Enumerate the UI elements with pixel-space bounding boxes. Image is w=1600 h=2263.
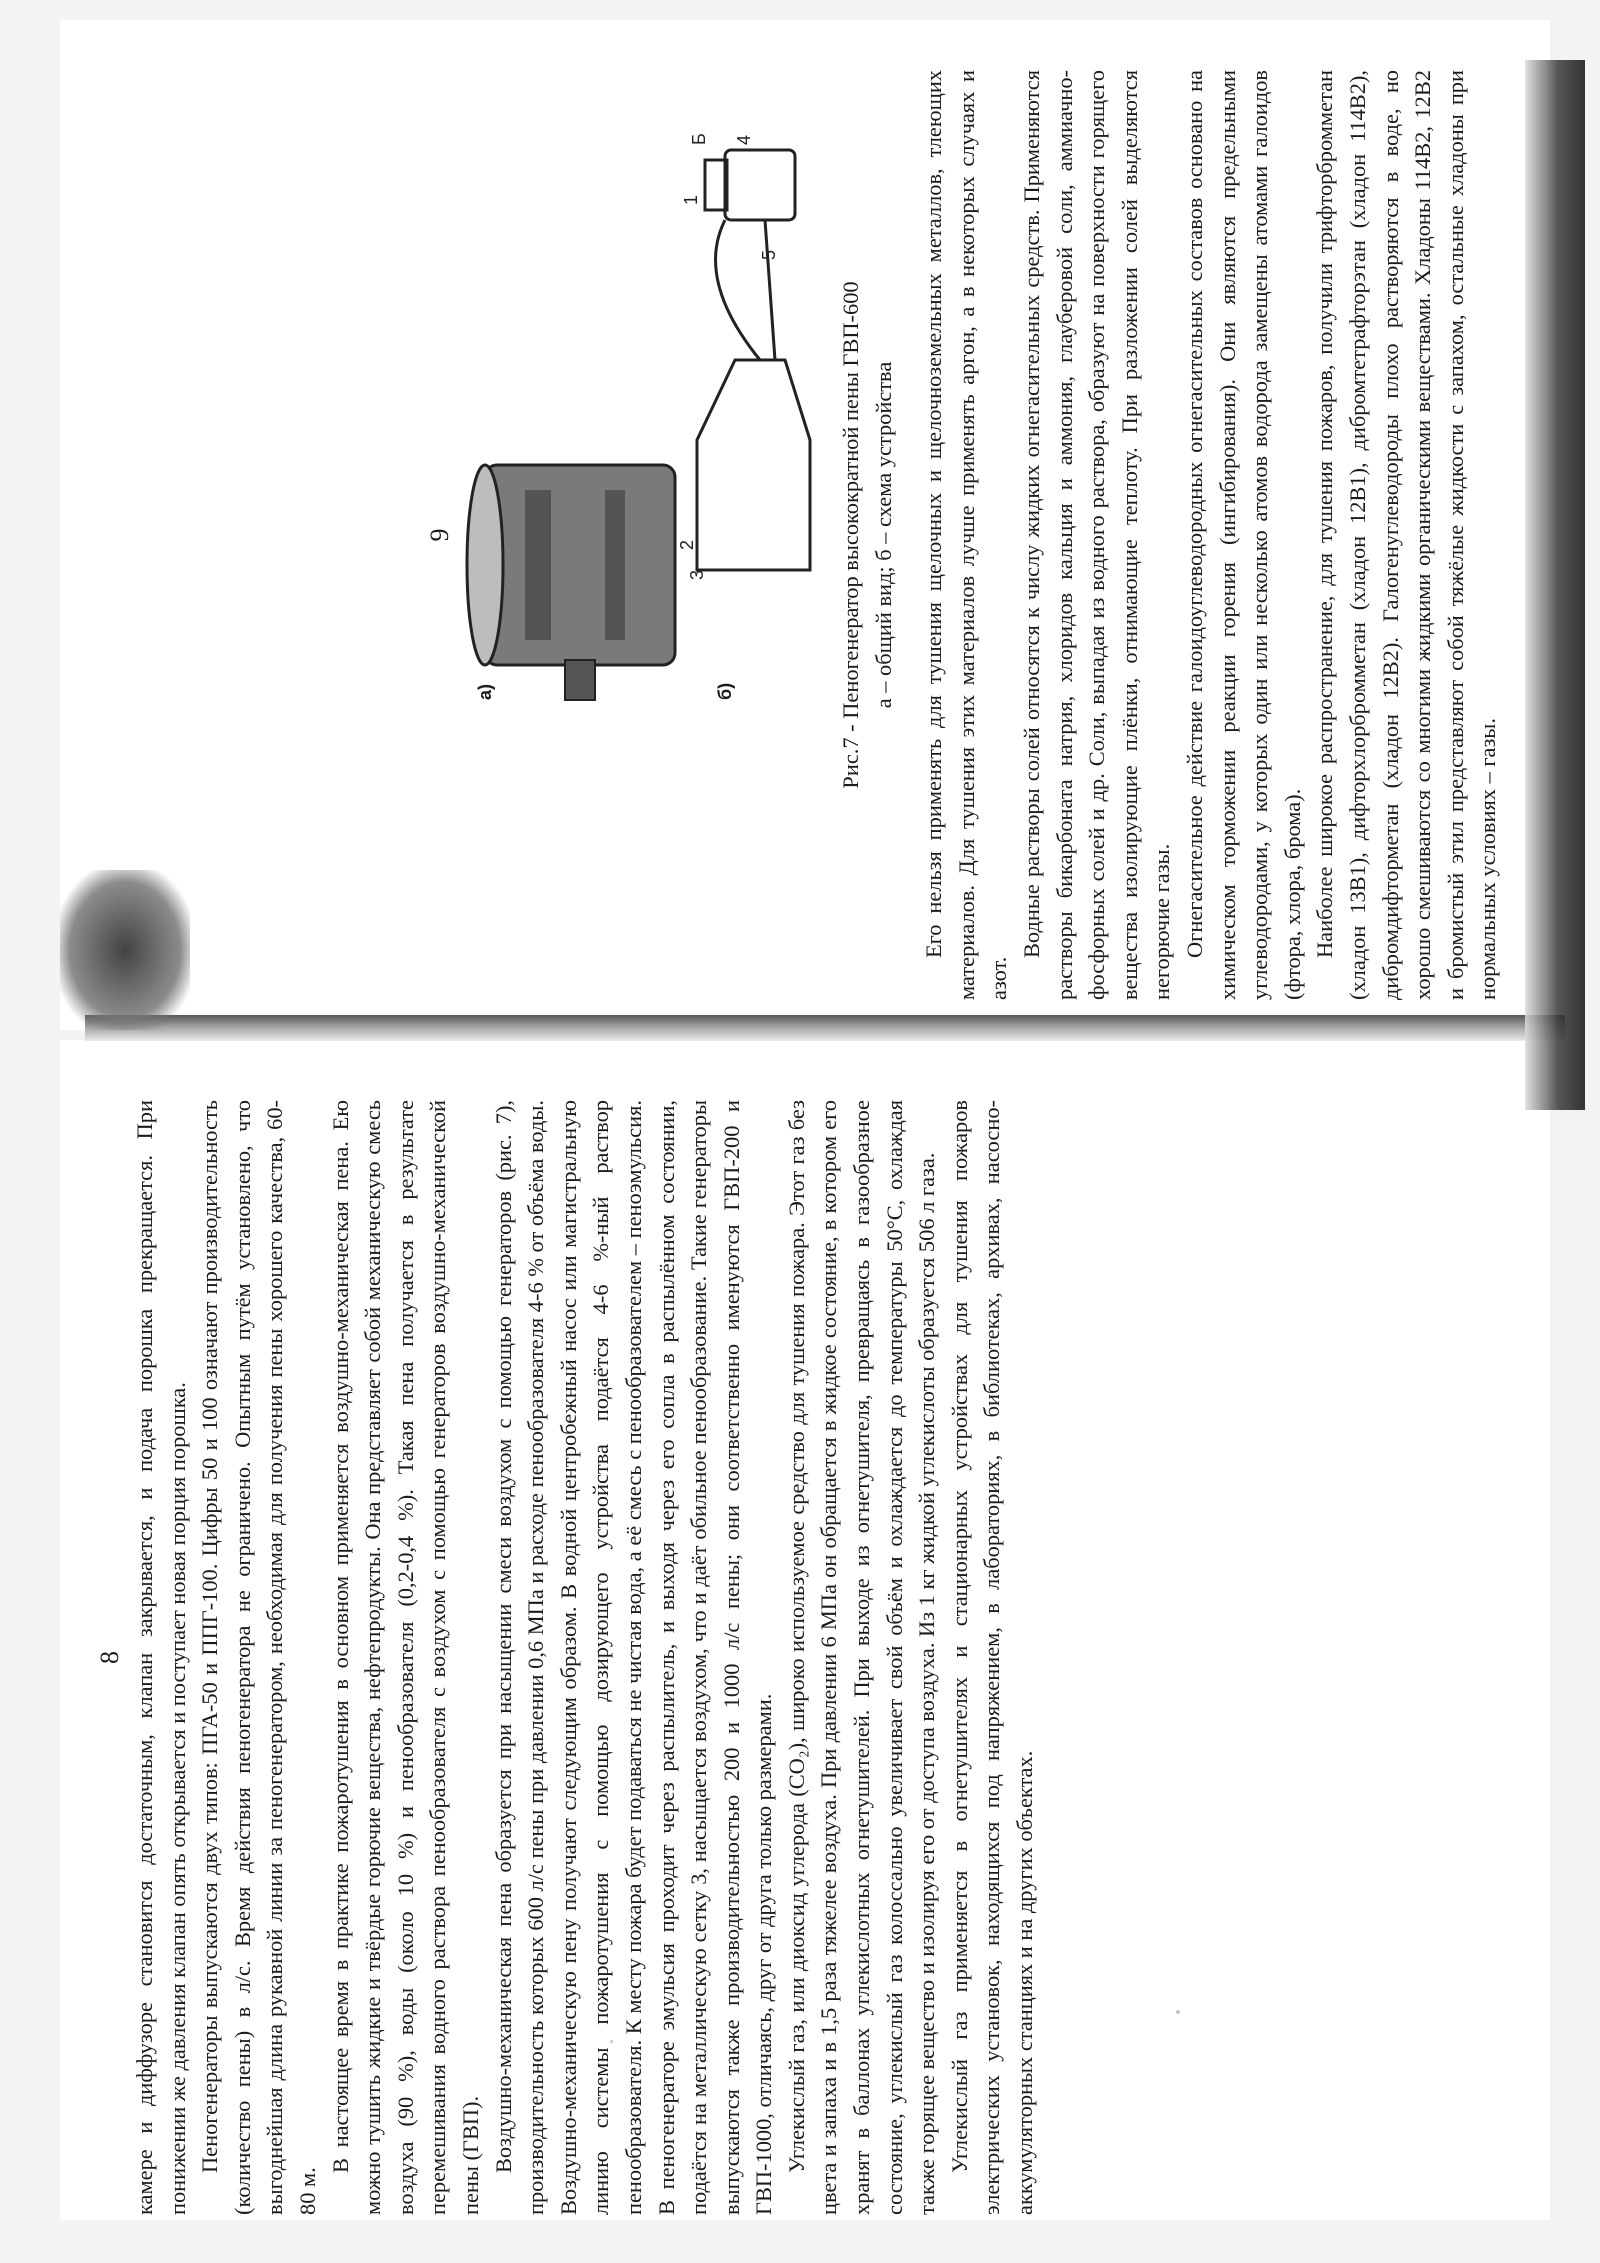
callout-3: 3 xyxy=(687,569,707,580)
paragraph: Водные растворы солей относятся к числу жидких огнегасительных средств. Применяются растворы бикарбоната натрия, хлоридов кальция и аммония, глауберовой соли, аммиачно-фосфорных солей и др. Соли, выпадая из водного раствора, образуют на поверхности горящего вещества изолирующие плёнки, отнимающие теплоту. При разложении солей выделяются негорючие газы. xyxy=(1018,70,1175,1000)
general-view-drawing xyxy=(467,465,675,700)
figure-caption-sub: а – общий вид; б – схема устройства xyxy=(870,361,896,709)
scheme-drawing xyxy=(697,150,810,570)
callout-4: 4 xyxy=(734,134,754,145)
figure-caption: Рис.7 - Пеногенератор высокократной пены ГВП-600 xyxy=(838,281,863,789)
figure-label-b: б) xyxy=(715,682,735,700)
right-page xyxy=(425,70,1501,1000)
scan-left-edge xyxy=(60,870,190,1030)
paragraph: Огнегасительное действие галоидоуглеводородных огнегасительных составов основано на химическом торможении реакции горения (ингибирования). Они являются предельными углеводородами, у которых один или несколько атомов водорода замещены атомами галоидов (фтора, хлора, брома). xyxy=(1181,70,1305,1000)
left-page xyxy=(95,1100,1038,2215)
callout-1: 1 xyxy=(681,194,701,205)
scan-top-edge xyxy=(1525,60,1585,1110)
paragraph: камере и диффузоре становится достаточным, клапан закрывается, и подача порошка прекращается. При понижении же давления клапан опять открывается и поступает новая порция порошка. xyxy=(132,1100,190,2215)
callout-2: 2 xyxy=(677,539,697,550)
scan-speck xyxy=(1176,2010,1180,2014)
figure-label-a: а) xyxy=(475,683,495,700)
paragraph: Пеногенераторы выпускаются двух типов: ПГА-50 и ППГ-100. Цифры 50 и 100 означают производительность (количество пены) в л/с. Время действия пеногенератора не ограничено. Опытным путём установлено, что выгоднейшая длина рукавной линии за пеногенератором, необходимая для получения пены хорошего качества, 60-80 м. xyxy=(197,1100,320,2215)
figure-drawing xyxy=(465,70,825,1000)
paragraph: Углекислый газ, или диоксид углерода (CO₂), широко используемое средство для тушения пожара. Этот газ без цвета и запаха и в 1,5 раза тяжелее воздуха. При давлении 6 МПа он обращается в жидкое состояние, в котором его хранят в баллонах углекислотных огнетушителей. При выходе из огнетушителя, превращаясь в газообразное состояние, углекислый газ колоссально увеличивает свой объём и охлаждается до температуры 50°С, охлаждая также горящее вещество и изолируя его от доступа воздуха. Из 1 кг жидкой углекислоты образуется 506 л газа. xyxy=(783,1100,940,2215)
paragraph: Его нельзя применять для тушения щелочных и щелочноземельных металлов, тлеющих материалов. Для тушения этих материалов лучше применять аргон, а в некоторых случаях и азот. xyxy=(921,70,1012,1000)
scan-binding-shadow xyxy=(85,1015,1565,1041)
figure-foam-generator xyxy=(465,70,825,1000)
callout-5: 5 xyxy=(759,249,779,260)
paragraph: Наиболее широкое распространение, для тушения пожаров, получили трифторбромметан (хладон 13В1), дифторхлорбромметан (хладон 12В1), дибромтетрафторэтан (хладон 114В2), дибромдифторметан (хладон 12В2). Галогенуглеводороды плохо растворяются в воде, но хорошо смешиваются со многими жидкими органическими веществами. Хладоны 114В2, 12В2 и бромистый этил представляют собой тяжёлые жидкости с запахом, остальные хладоны при нормальных условиях – газы. xyxy=(1312,70,1501,1000)
page-number: 8 xyxy=(95,1651,124,1664)
page-number: 9 xyxy=(425,528,454,542)
paragraph: Углекислый газ применяется в огнетушителях и стационарных устройствах для тушения пожаров электрических установок, находящихся под напряжением, в лабораториях, в библиотеках, архивах, насосно-аккумуляторных станциях и на других объектах. xyxy=(946,1100,1038,2215)
paragraph: Воздушно-механическая пена образуется при насыщении смеси воздухом с помощью генераторов (рис. 7), производительность которых 600 л/с пены при давлении 0,6 МПа и расходе пенообразователя 4-6 % от объёма воды. Воздушно-механическую пену получают следующим образом. В водной центробежный насос или магистральную линию системы пожаротушения с помощью дозирующего устройства подаётся 4-6 %-ный раствор пенообразователя. К месту пожара будет подаваться не чистая вода, а её смесь с пенообразователем – пеноэмульсия. В пеногенераторе эмульсия проходит через распылитель, и выходя через его сопла в распылённом состоянии, подаётся на металлическую сетку 3, насыщается воздухом, что и даёт обильное пенообразование. Такие генераторы выпускаются также производительностью 200 и 1000 л/с пены; они соответственно именуются ГВП-200 и ГВП-1000, отличаясь, друг от друга только размерами. xyxy=(490,1100,777,2215)
callout-B: Б xyxy=(689,133,709,145)
paragraph: В настоящее время в практике пожаротушения в основном применяется воздушно-механическая пена. Ею можно тушить жидкие и твёрдые горючие вещества, нефтепродукты. Она представляет собой механическую смесь воздуха (90 %), воды (около 10 %) и пенообразователя (0,2-0,4 %). Такая пена получается в результате перемешивания водного раствора пенообразователя с воздухом с помощью генераторов воздушно-механической пены (ГВП). xyxy=(327,1100,483,2215)
